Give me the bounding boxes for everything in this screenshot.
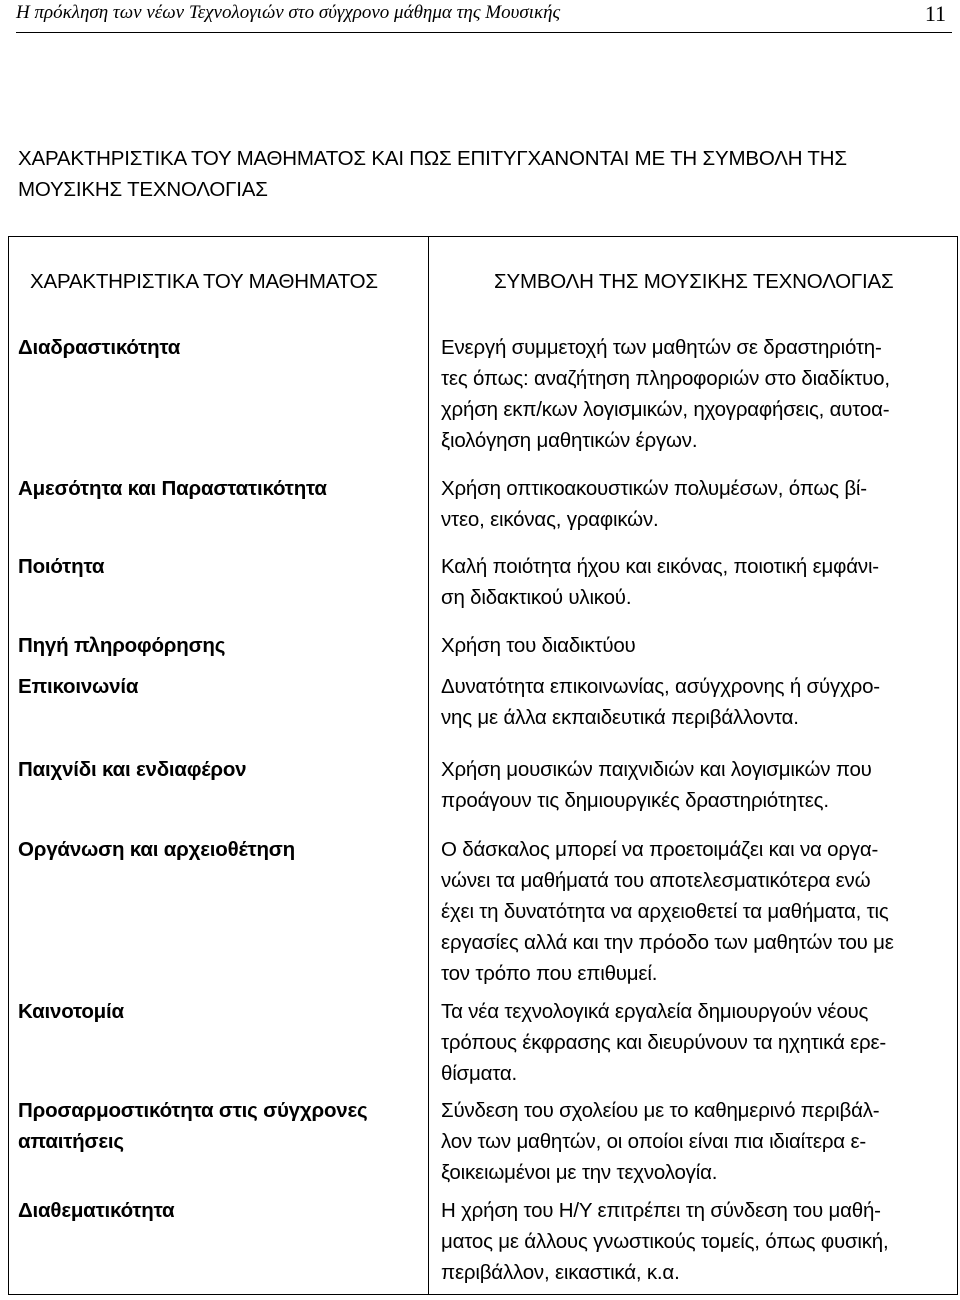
contribution-6-line-1: Χρήση μουσικών παιχνιδιών και λογισμικών που bbox=[441, 758, 872, 781]
page-number: 11 bbox=[924, 1, 946, 26]
contribution-1-line-2: τες όπως: αναζήτηση πληροφοριών στο διαδίκτυο, bbox=[441, 367, 890, 390]
contribution-7-line-4: εργασίες αλλά και την πρόοδο των μαθητών του με bbox=[441, 931, 894, 954]
characteristic-information-source: Πηγή πληροφόρησης bbox=[18, 634, 226, 657]
running-title: Η πρόκληση των νέων Τεχνολογιών στο σύγχρονο μάθημα της Μουσικής bbox=[16, 2, 561, 23]
characteristic-cross-curricular: Διαθεματικότητα bbox=[18, 1199, 175, 1222]
running-header bbox=[16, 2, 952, 33]
characteristic-immediacy: Αμεσότητα και Παραστατικότητα bbox=[18, 477, 327, 500]
section-heading-line-2: ΜΟΥΣΙΚΗΣ ΤΕΧΝΟΛΟΓΙΑΣ bbox=[18, 178, 268, 201]
contribution-1-line-4: ξιολόγηση μαθητικών έργων. bbox=[441, 429, 698, 452]
contribution-8-line-3: θίσματα. bbox=[441, 1062, 518, 1085]
characteristic-communication: Επικοινωνία bbox=[18, 675, 139, 698]
contribution-5-line-1: Δυνατότητα επικοινωνίας, ασύγχρονης ή σύγχρο- bbox=[441, 675, 880, 698]
contribution-5-line-2: νης με άλλα εκπαιδευτικά περιβάλλοντα. bbox=[441, 706, 799, 729]
contribution-7-line-3: έχει τη δυνατότητα να αρχειοθετεί τα μαθήματα, τις bbox=[441, 900, 889, 923]
contribution-9-line-1: Σύνδεση του σχολείου με το καθημερινό περιβάλ- bbox=[441, 1099, 880, 1122]
characteristic-quality: Ποιότητα bbox=[18, 555, 105, 578]
contribution-8-line-1: Τα νέα τεχνολογικά εργαλεία δημιουργούν νέους bbox=[441, 1000, 869, 1023]
contribution-7-line-2: νώνει τα μαθήματά του αποτελεσματικότερα ενώ bbox=[441, 869, 871, 892]
characteristic-interactivity: Διαδραστικότητα bbox=[18, 336, 181, 359]
contribution-1-line-1: Ενεργή συμμετοχή των μαθητών σε δραστηριότη- bbox=[441, 336, 882, 359]
column-header-characteristics: ΧΑΡΑΚΤΗΡΙΣΤΙΚΑ ΤΟΥ ΜΑΘΗΜΑΤΟΣ bbox=[30, 270, 378, 293]
contribution-9-line-2: λον των μαθητών, οι οποίοι είναι πια ιδιαίτερα ε- bbox=[441, 1130, 867, 1153]
column-header-contribution: ΣΥΜΒΟΛΗ ΤΗΣ ΜΟΥΣΙΚΗΣ ΤΕΧΝΟΛΟΓΙΑΣ bbox=[494, 270, 894, 293]
contribution-8-line-2: τρόπους έκφρασης και διευρύνουν τα ηχητικά ερε- bbox=[441, 1031, 887, 1054]
contribution-10-line-2: ματος με άλλους γνωστικούς τομείς, όπως φυσική, bbox=[441, 1230, 889, 1253]
characteristic-innovation: Καινοτομία bbox=[18, 1000, 124, 1023]
contribution-4: Χρήση του διαδικτύου bbox=[441, 634, 636, 657]
contribution-2-line-1: Χρήση οπτικοακουστικών πολυμέσων, όπως βί- bbox=[441, 477, 867, 500]
contribution-6-line-2: προάγουν τις δημιουργικές δραστηριότητες. bbox=[441, 789, 829, 812]
contribution-1-line-3: χρήση εκπ/κων λογισμικών, ηχογραφήσεις, αυτοα- bbox=[441, 398, 890, 421]
contribution-10-line-3: περιβάλλον, εικαστικά, κ.α. bbox=[441, 1261, 680, 1284]
contribution-3-line-1: Καλή ποιότητα ήχου και εικόνας, ποιοτική εμφάνι- bbox=[441, 555, 879, 578]
contribution-10-line-1: Η χρήση του Η/Υ επιτρέπει τη σύνδεση του μαθή- bbox=[441, 1199, 881, 1222]
contribution-7-line-5: τον τρόπο που επιθυμεί. bbox=[441, 962, 658, 985]
contribution-9-line-3: ξοικειωμένοι με την τεχνολογία. bbox=[441, 1161, 718, 1184]
characteristic-adaptability-line-2: απαιτήσεις bbox=[18, 1130, 124, 1153]
characteristic-play-interest: Παιχνίδι και ενδιαφέρον bbox=[18, 758, 247, 781]
section-heading bbox=[18, 143, 948, 205]
characteristic-adaptability-line-1: Προσαρμοστικότητα στις σύγχρονες bbox=[18, 1099, 368, 1122]
section-heading-line-1: ΧΑΡΑΚΤΗΡΙΣΤΙΚΑ ΤΟΥ ΜΑΘΗΜΑΤΟΣ ΚΑΙ ΠΩΣ ΕΠΙΤΥΓΧΑΝΟΝΤΑΙ ΜΕ ΤΗ ΣΥΜΒΟΛΗ ΤΗΣ bbox=[18, 147, 847, 170]
contribution-2-line-2: ντεο, εικόνας, γραφικών. bbox=[441, 508, 659, 531]
characteristic-organisation: Οργάνωση και αρχειοθέτηση bbox=[18, 838, 295, 861]
table-column-divider bbox=[428, 236, 429, 1295]
contribution-7-line-1: Ο δάσκαλος μπορεί να προετοιμάζει και να οργα- bbox=[441, 838, 879, 861]
contribution-3-line-2: ση διδακτικού υλικού. bbox=[441, 586, 632, 609]
